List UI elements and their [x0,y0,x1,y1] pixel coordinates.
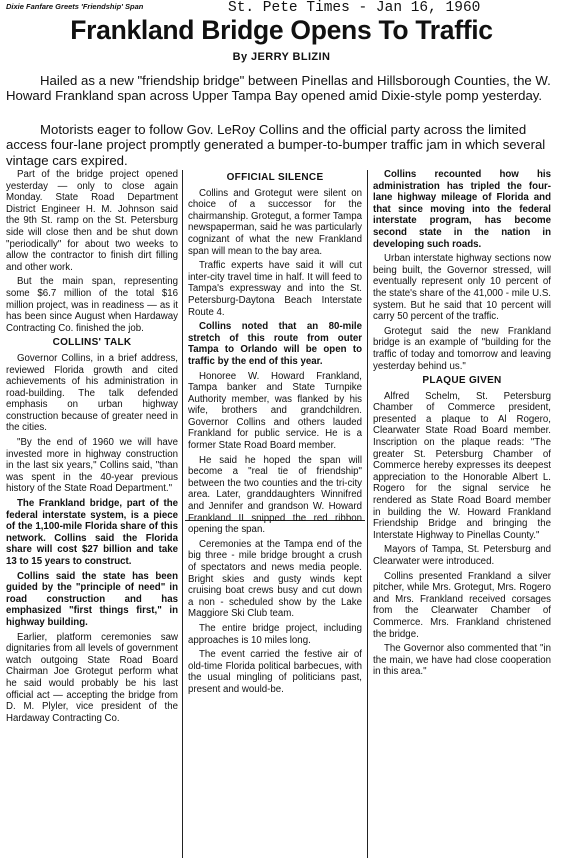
article-paragraph: Traffic experts have said it will cut inter-city travel time in half. It will feed to Tampa's expressway and into the St. Petersburg-Daytona Beach Interstate Route 4. [188,260,362,318]
article-paragraph: Earlier, platform ceremonies saw dignitaries from all levels of government watch outgoing State Road Board Chairman Joe Grotegut perform what he said would probably be his last official act — accepting the bridge from D. M. Plyler, vice president of the Hardaway Contracting Co. [6,631,178,724]
byline: By JERRY BLIZIN [232,51,331,63]
article-paragraph: Collins said the state has been guided by the "principle of need" in road construction and has emphasized "first things first," in highway building. [6,570,178,628]
lead-paragraph: Hailed as a new "friendship bridge" between Pinellas and Hillsborough Counties, the W. Howard Frankland span across Upper Tampa Bay opened amid Dixie-style pomp yesterday. [6,73,551,104]
source-line: St. Pete Times - Jan 16, 1960 [228,0,481,16]
article-paragraph: "By the end of 1960 we will have invested more in highway construction in the last six years," Collins said, "than was spent in the 40-year previous history of the State Road Department." [6,437,178,495]
article-paragraph: Ceremonies at the Tampa end of the big three - mile bridge brought a crush of spectators and news media people. Bright skies and gusty winds kept cruising boat crews busy and cut down a non - scheduled show by the Lake Maggiore Ski Club team. [188,538,362,620]
subhead: COLLINS' TALK [52,337,132,349]
column-2 [188,169,362,699]
article-paragraph: The Governor also commented that "in the main, we have had close cooperation in this area." [373,643,551,678]
article-paragraph: Collins and Grotegut were silent on choice of a successor for the chairmanship. Grotegut, a former Tampa newspaperman, said he was particularly cognizant of what the new Frankland span will mean to the bay area. [188,187,362,257]
kicker: Dixie Fanfare Greets 'Friendship' Span [6,2,144,11]
article-paragraph: Grotegut said the new Frankland bridge is an example of "building for the traffic of today and tomorrow and leaving yesterday behind us." [373,325,551,372]
article-paragraph: Collins noted that an 80-mile stretch of this route from outer Tampa to Orlando will be open to traffic by the end of this year. [188,321,362,367]
article-paragraph: The Frankland bridge, part of the federal interstate system, is a piece of the 1,100-mile Florida share of this network. Collins said the Florida share will cost $27 billion and take 13 to 15 years to construct. [6,498,178,567]
article-paragraph: Mayors of Tampa, St. Petersburg and Clearwater were introduced. [373,544,551,567]
subhead: PLAQUE GIVEN [422,375,502,387]
article-paragraph: Collins presented Frankland a silver pitcher, while Mrs. Grotegut, Mrs. Rogero and Mrs. Frankland received corsages from the Clearwater Chamber of Commerce. Mrs. Frankland christened the bridge. [373,570,551,640]
column-rule [182,170,183,858]
article-paragraph: Part of the bridge project opened yesterday — only to close again Monday. State Road Department District Engineer H. M. Johnson said the 9th St. ramp on the St. Petersburg side will close then and be shut down "periodically" for about two weeks to allow the contractor to finish dirt filling and other work. [6,169,178,273]
article-paragraph: The event carried the festive air of old-time Florida political barbecues, with the usual mingling of politicians past, present and would-be. [188,649,362,695]
headline: Frankland Bridge Opens To Traffic [70,15,493,45]
article-paragraph: Governor Collins, in a brief address, reviewed Florida growth and cited achievements of his administration in road-building. The talk defended emphasis on urban highway construction because of greater need in the cities. [6,352,178,434]
article-paragraph: The entire bridge project, including approaches is 10 miles long. [188,622,362,646]
article-paragraph: Alfred Schelm, St. Petersburg Chamber of Commerce president, presented a plaque to Al Rogero, Clearwater State Road Board member. Inscription on the plaque reads: "The greater St. Petersburg Chamber of Commerce hereby expresses its deepest appreciation to the Honorable Albert L. Rogero for the signal service he rendered as State Road Board member in building the W. Howard Frankland Friendship Bridge and bringing the Interstate Highway to Pinellas County." [373,390,551,541]
article-paragraph: Urban interstate highway sections now being built, the Governor stressed, will eventually represent only 10 percent of the state's share of the 41,000 - mile U.S. system. But he said that 10 percent will carry 50 percent of the traffic. [373,253,551,323]
column-1 [6,169,178,727]
article-paragraph: He said he hoped the span will become a "real tie of friendship" between the two counties and the tri-city area. Later, granddaughters Winnifred and Jennifer and grandson W. Howard Frankland II snipped the red ribbon opening the span. [188,454,362,536]
article-paragraph: Honoree W. Howard Frankland, Tampa banker and State Turnpike Authority member, was flanked by his wife, brothers and grandchildren. Governor Collins and others lauded Frankland for public service. He is a former State Road Board member. [188,370,362,452]
subhead: OFFICIAL SILENCE [226,172,324,183]
article-paragraph: Collins recounted how his administration has tripled the four-lane highway mileage of Florida and that since moving into the federal interstate program, has become second state in the nation in developing such roads. [373,169,551,250]
lead-paragraph: Motorists eager to follow Gov. LeRoy Collins and the official party across the limited access four-lane project promptly generated a bumper-to-bumper traffic jam in which several vintage cars expired. [6,122,546,168]
column-3 [373,169,551,681]
article-paragraph: But the main span, representing some $6.7 million of the total $16 million project, was in readiness — as it has been since August when Hardaway Contracting Co. finished the job. [6,276,178,334]
column-rule [367,170,368,858]
